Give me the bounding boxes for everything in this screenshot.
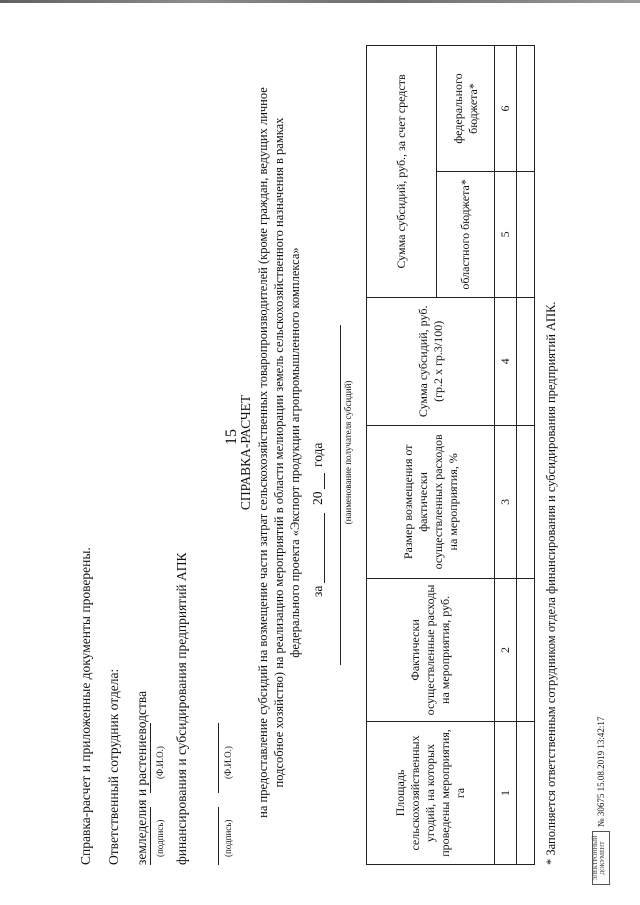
column-number: 2 bbox=[495, 578, 517, 721]
column-number: 6 bbox=[495, 46, 517, 172]
department-finance: финансирования и субсидирования предприятий АПК bbox=[174, 552, 189, 865]
fio-caption: (Ф.И.О.) bbox=[155, 746, 165, 779]
column-header-subsidy: Сумма субсидий, руб. (гр.2 х гр.3/100) bbox=[367, 297, 495, 425]
document-reference: № 30675 15.08.2019 13:42:17 bbox=[596, 716, 606, 827]
column-header-federal: федерального бюджета* bbox=[437, 46, 495, 172]
signature-caption: (подпись) bbox=[223, 819, 233, 857]
column-number: 1 bbox=[495, 721, 517, 864]
empty-cell bbox=[517, 721, 535, 864]
electronic-document-stamp: ЭЛЕКТРОННЫЙ ДОКУМЕНТ bbox=[592, 831, 610, 885]
column-header-regional: областного бюджета* bbox=[437, 171, 495, 297]
year-suffix: года bbox=[310, 442, 325, 467]
responsible-label: Ответственный сотрудник отдела: bbox=[106, 668, 121, 865]
year-prefix: 20 bbox=[310, 491, 325, 505]
department-agriculture: земледелия и растениеводства bbox=[134, 690, 149, 865]
column-number: 4 bbox=[495, 297, 517, 425]
page-number: 15 bbox=[223, 429, 240, 445]
verified-note: Справка-расчет и приложенные документы проверены. bbox=[78, 547, 93, 865]
recipient-line bbox=[340, 325, 341, 665]
fio-line bbox=[150, 723, 151, 793]
empty-cell bbox=[517, 297, 535, 425]
column-header-area: Площадь сельскохозяйственных угодий, на которых проведены мероприятия, га bbox=[367, 721, 495, 864]
fio-line bbox=[218, 723, 219, 793]
empty-cell bbox=[517, 425, 535, 578]
period-label: за bbox=[310, 585, 325, 597]
year-line bbox=[324, 473, 325, 489]
description-line-2: подсобное хозяйство) на реализацию мероприятий в области мелиорации земель сельскохозяйственного назначения в рамках bbox=[272, 117, 286, 788]
description-line-3: федерального проекта «Экспорт продукции агропромышленного комплекса» bbox=[288, 247, 302, 658]
fio-caption: (Ф.И.О.) bbox=[223, 746, 233, 779]
document-title: СПРАВКА-РАСЧЕТ bbox=[238, 394, 253, 511]
footnote: * Заполняется ответственным сотрудником отдела финансирования и субсидирования предприятий АПК. bbox=[544, 301, 558, 865]
signature-line bbox=[218, 807, 219, 865]
signature-caption: (подпись) bbox=[155, 819, 165, 857]
subsidy-table bbox=[366, 45, 535, 865]
empty-cell bbox=[517, 578, 535, 721]
recipient-caption: (наименование получателя субсидий) bbox=[343, 380, 353, 525]
empty-cell bbox=[517, 171, 535, 297]
column-header-rate: Размер возмещения от фактически осуществленных расходов на мероприятия, % bbox=[367, 425, 495, 578]
column-number: 5 bbox=[495, 171, 517, 297]
column-number: 3 bbox=[495, 425, 517, 578]
description-line-1: на предоставление субсидий на возмещение части затрат сельскохозяйственных товаропроизводителей (кроме граждан, ведущих личное bbox=[256, 87, 270, 818]
period-line bbox=[324, 513, 325, 583]
empty-cell bbox=[517, 46, 535, 172]
column-header-expenses: Фактически осуществленные расходы на мероприятия, руб. bbox=[367, 578, 495, 721]
signature-line bbox=[150, 807, 151, 865]
column-header-sources: Сумма субсидий, руб., за счет средств bbox=[367, 46, 437, 298]
